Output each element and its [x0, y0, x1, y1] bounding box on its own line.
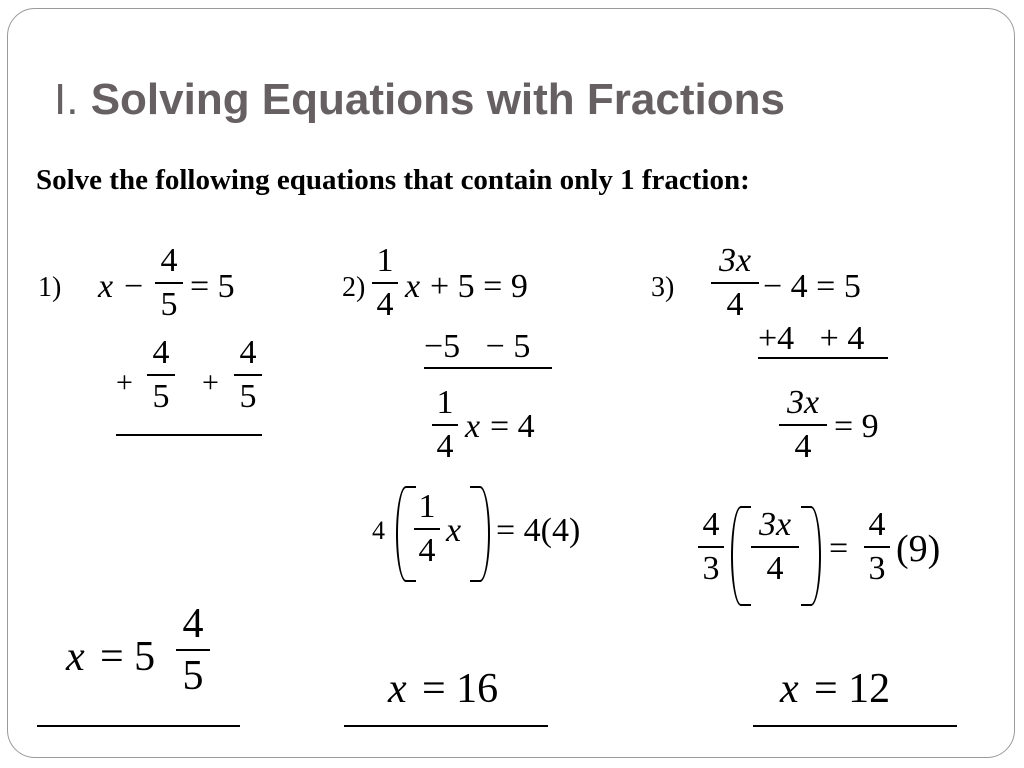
p3-eq2-fraction [779, 386, 827, 464]
p2-rest: + 5 = 9 [430, 268, 528, 305]
p3-eq3-coef-numerator: 4 [702, 506, 720, 543]
p1-denominator: 5 [160, 286, 178, 323]
problem-2-label: 2) [342, 272, 366, 303]
p3-eq2-denominator: 4 [794, 428, 812, 465]
p3-eq3-coefficient-fraction [698, 508, 724, 586]
p2-eq3-fraction [414, 490, 440, 568]
p2-eq2-denominator: 4 [436, 428, 454, 465]
fraction-bar [414, 528, 440, 530]
p1-step-underline [116, 434, 262, 436]
p3-step-add: +4 + 4 [758, 320, 865, 357]
fraction-bar [779, 424, 827, 426]
p1-step-plus-1: + [116, 366, 133, 399]
p3-eq2-numerator: 3x [786, 384, 820, 421]
problem-1-label: 1) [38, 272, 62, 303]
p2-eq3-variable: x [446, 512, 462, 549]
p2-eq3-rhs: = 4(4) [496, 512, 581, 549]
p3-eq3-numerator: 3x [758, 506, 792, 543]
p3-eq3-equals: = [829, 530, 849, 567]
p1-step-numerator-1: 4 [152, 334, 170, 371]
p2-eq3-coefficient: 4 [372, 516, 385, 545]
p3-eq3-right-numerator: 4 [868, 506, 886, 543]
p3-step-underline [758, 357, 888, 359]
slide-title [54, 75, 785, 124]
p2-eq3-numerator: 1 [418, 488, 436, 525]
left-paren [396, 486, 416, 582]
fraction-bar [234, 374, 262, 376]
p3-numerator: 3x [718, 242, 752, 279]
p1-answer-numerator: 4 [182, 601, 204, 647]
instruction-text: Solve the following equations that contain only 1 fraction: [36, 164, 750, 196]
p2-variable: x [405, 268, 421, 305]
left-paren [731, 506, 751, 606]
fraction-bar [432, 424, 458, 426]
p1-step-plus-2: + [202, 366, 219, 399]
p3-eq3-right-denominator: 3 [868, 550, 886, 587]
p1-step-fraction-1 [147, 336, 175, 414]
p2-answer-value: = 16 [422, 666, 499, 712]
fraction-bar [155, 282, 183, 284]
fraction-bar [372, 282, 398, 284]
p1-step-fraction-2 [234, 336, 262, 414]
p1-step-denominator-2: 5 [239, 378, 257, 415]
p3-denominator: 4 [726, 286, 744, 323]
p1-step-denominator-1: 5 [152, 378, 170, 415]
p3-eq3-coef-denominator: 3 [702, 550, 720, 587]
p1-answer-value: = 5 [100, 634, 156, 680]
p1-minus: − [124, 268, 144, 305]
p1-answer-fraction [176, 603, 210, 697]
p1-answer-variable: x [66, 634, 85, 680]
p2-step-subtract: −5 − 5 [424, 328, 531, 365]
title-text: Solving Equations with Fractions [90, 75, 785, 124]
p2-eq2-numerator: 1 [436, 384, 454, 421]
p3-eq3-fraction [751, 508, 799, 586]
fraction-bar [864, 546, 890, 548]
p3-answer-variable: x [780, 666, 799, 712]
title-number: I. [54, 75, 79, 124]
p2-fraction [372, 244, 398, 322]
p3-fraction [711, 244, 759, 322]
p3-answer-value: = 12 [814, 666, 891, 712]
problem-3-label: 3) [651, 272, 675, 303]
p1-rhs: = 5 [190, 268, 235, 305]
p2-step-underline [424, 367, 552, 369]
p2-answer-variable: x [388, 666, 407, 712]
fraction-bar [751, 546, 799, 548]
p2-eq3-denominator: 4 [418, 532, 436, 569]
fraction-bar [698, 546, 724, 548]
p1-answer-line [37, 725, 240, 727]
p2-denominator: 4 [376, 286, 394, 323]
p2-numerator: 1 [376, 242, 394, 279]
right-paren [470, 486, 490, 582]
p3-rest: − 4 = 5 [763, 268, 861, 305]
p1-answer-denominator: 5 [182, 653, 204, 699]
fraction-bar [176, 649, 210, 651]
fraction-bar [147, 374, 175, 376]
p3-answer-line [753, 725, 957, 727]
p1-variable: x [98, 268, 114, 305]
fraction-bar [711, 282, 759, 284]
p3-eq3-denominator: 4 [766, 550, 784, 587]
p1-step-numerator-2: 4 [239, 334, 257, 371]
p1-numerator: 4 [160, 242, 178, 279]
p3-eq3-right-fraction [864, 508, 890, 586]
p2-eq2-rhs: = 4 [490, 408, 535, 445]
p3-eq2-rhs: = 9 [834, 408, 879, 445]
p3-eq3-rhs: (9) [896, 528, 941, 570]
p2-eq2-fraction [432, 386, 458, 464]
p2-answer-line [344, 725, 548, 727]
p1-fraction [155, 244, 183, 322]
right-paren [801, 506, 821, 606]
p2-eq2-variable: x [465, 408, 481, 445]
